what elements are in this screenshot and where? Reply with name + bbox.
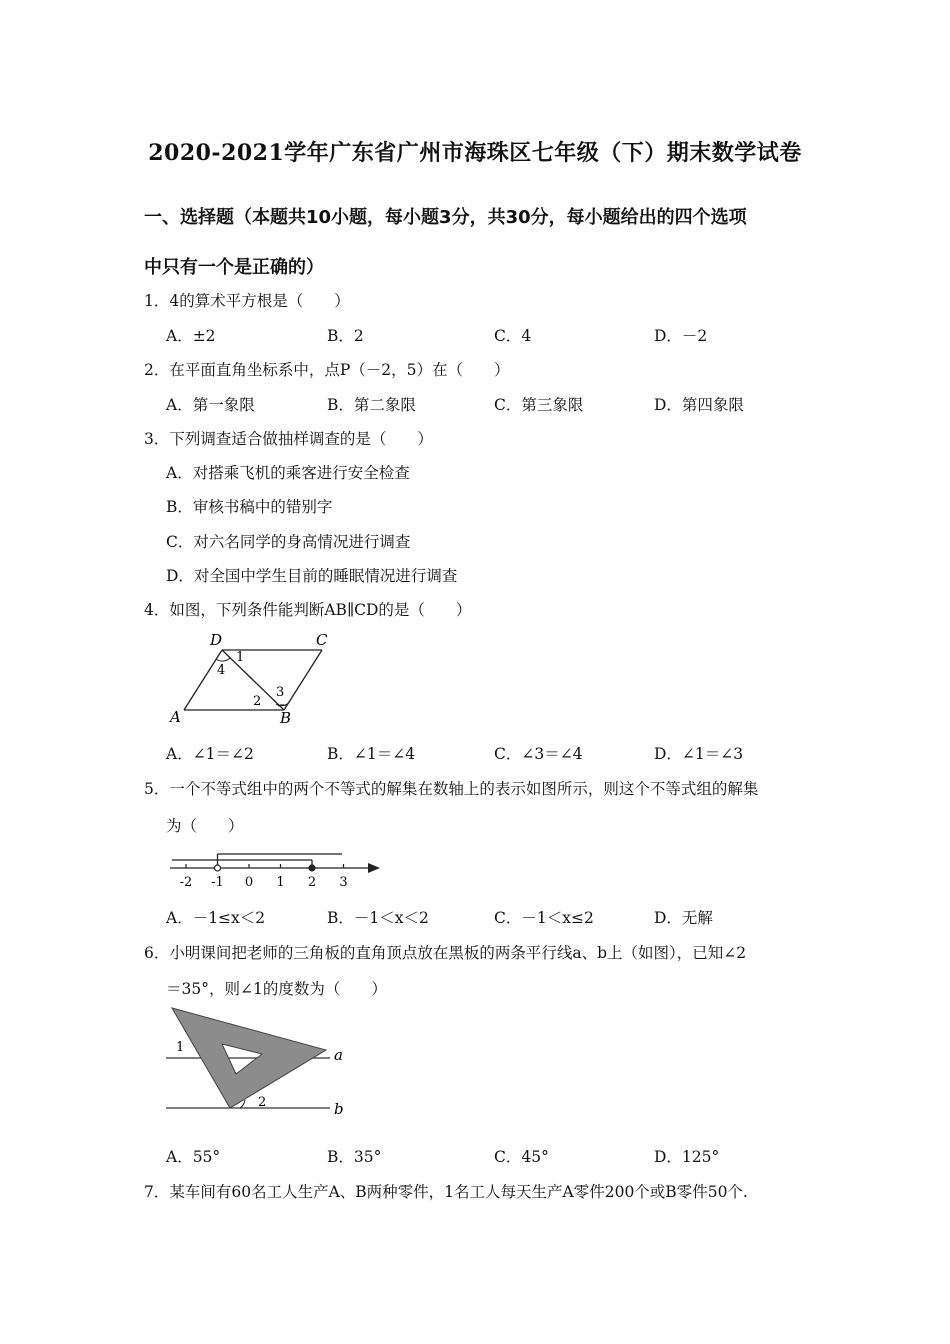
vertex-a-label: A xyxy=(170,708,181,726)
question-4-stem: 4．如图，下列条件能判断AB∥CD的是（ ） xyxy=(144,601,472,619)
angle-4-label: 4 xyxy=(217,663,226,678)
q1-option-c: C．4 xyxy=(494,327,532,345)
tick-label: 2 xyxy=(307,875,317,890)
tick-label: -2 xyxy=(179,875,193,890)
q5-option-c: C．－1＜x≤2 xyxy=(494,909,594,927)
question-5-stem-line2: 为（ ） xyxy=(166,817,244,835)
vertex-c-label: C xyxy=(316,631,328,649)
vertex-b-label: B xyxy=(280,709,292,727)
q1-option-b: B．2 xyxy=(327,327,364,345)
q1-option-d: D．－2 xyxy=(654,327,708,345)
angle-1-label: 1 xyxy=(176,1040,185,1055)
section-heading-line2: 中只有一个是正确的） xyxy=(144,257,324,278)
question-6-stem-line2: ＝35°，则∠1的度数为（ ） xyxy=(166,980,387,998)
question-5-stem-line1: 5．一个不等式组中的两个不等式的解集在数轴上的表示如图所示，则这个不等式组的解集 xyxy=(144,780,759,798)
q6-option-c: C．45° xyxy=(494,1148,549,1166)
question-3-stem: 3．下列调查适合做抽样调查的是（ ） xyxy=(144,430,433,448)
angle-2-label: 2 xyxy=(258,1095,267,1110)
question-7-stem: 7．某车间有60名工人生产A、B两种零件，1名工人每天生产A零件200个或B零件50个. xyxy=(144,1183,748,1201)
q3-option-a: A．对搭乘飞机的乘客进行安全检查 xyxy=(166,464,410,482)
number-line-arrow xyxy=(368,863,380,873)
q4-option-c: C．∠3＝∠4 xyxy=(494,745,583,763)
q3-option-b: B．审核书稿中的错别字 xyxy=(166,498,333,516)
q4-option-a: A．∠1＝∠2 xyxy=(166,745,254,763)
q2-option-a: A．第一象限 xyxy=(166,396,255,414)
q2-option-b: B．第二象限 xyxy=(327,396,416,414)
tick-label: 0 xyxy=(244,875,254,890)
question-6-stem-line1: 6．小明课间把老师的三角板的直角顶点放在黑板的两条平行线a、b上（如图），已知∠2 xyxy=(144,944,747,962)
q3-option-d: D．对全国中学生目前的睡眠情况进行调查 xyxy=(166,567,458,585)
question-2-stem: 2．在平面直角坐标系中，点P（－2，5）在（ ） xyxy=(144,361,510,379)
q6-option-b: B．35° xyxy=(327,1148,382,1166)
line-a-label: a xyxy=(334,1046,343,1064)
q3-option-c: C．对六名同学的身高情况进行调查 xyxy=(166,533,411,551)
q2-option-d: D．第四象限 xyxy=(654,396,744,414)
q4-option-d: D．∠1＝∠3 xyxy=(654,745,744,763)
q5-option-a: A．－1≤x＜2 xyxy=(166,909,266,927)
vertex-d-label: D xyxy=(210,631,223,649)
bound-2-solid-dot xyxy=(309,865,315,871)
angle-2-label: 2 xyxy=(253,694,262,709)
tick-label: 1 xyxy=(276,875,285,890)
q1-option-a: A．±2 xyxy=(166,327,216,345)
q6-option-d: D．125° xyxy=(654,1148,720,1166)
q5-number-line-figure xyxy=(166,846,386,892)
tick-label: 3 xyxy=(339,875,348,890)
q5-option-b: B．－1＜x＜2 xyxy=(327,909,429,927)
q6-option-a: A．55° xyxy=(166,1148,221,1166)
angle-1-label: 1 xyxy=(236,650,245,665)
q2-option-c: C．第三象限 xyxy=(494,396,584,414)
q5-option-d: D．无解 xyxy=(654,909,713,927)
section-heading-line1: 一、选择题（本题共10小题，每小题3分，共30分，每小题给出的四个选项 xyxy=(144,207,747,228)
q4-option-b: B．∠1＝∠4 xyxy=(327,745,416,763)
q4-parallelogram-figure xyxy=(166,628,336,728)
question-1-stem: 1．4的算术平方根是（ ） xyxy=(144,292,350,310)
line-b-label: b xyxy=(334,1100,344,1118)
tick-label: -1 xyxy=(211,875,224,890)
page-title: 2020-2021学年广东省广州市海珠区七年级（下）期末数学试卷 xyxy=(148,140,802,166)
q6-triangle-ruler-figure xyxy=(162,1004,362,1126)
bound-1-open-circle xyxy=(215,865,221,871)
angle-3-label: 3 xyxy=(276,685,285,700)
